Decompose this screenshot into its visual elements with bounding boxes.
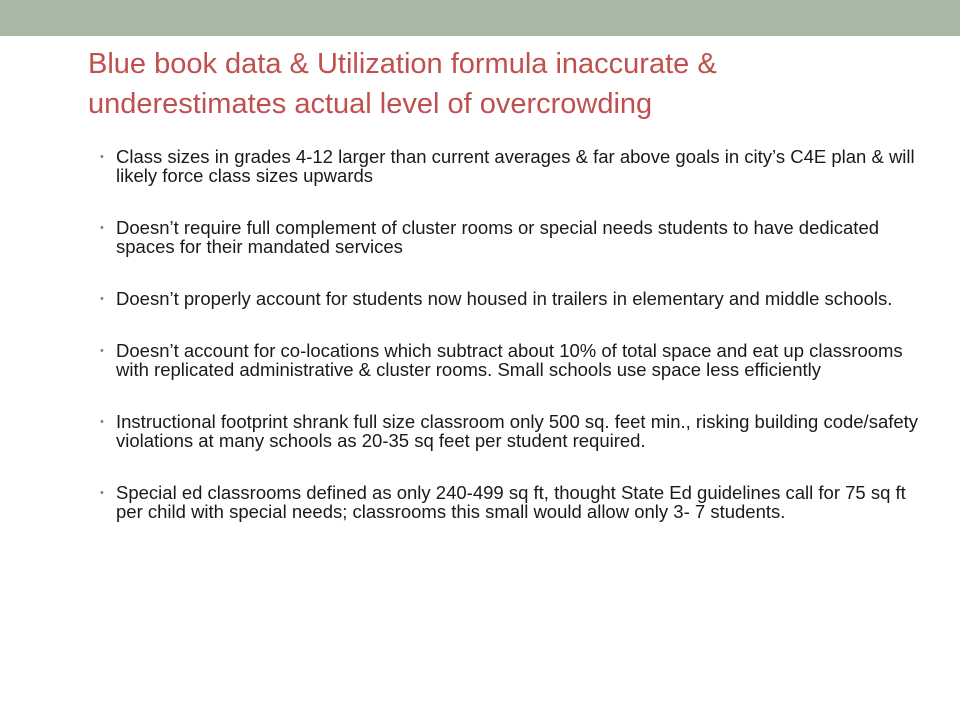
- bullet-point-icon: •: [100, 487, 104, 499]
- bullet-item: [100, 289, 920, 308]
- bullet-point-icon: •: [100, 345, 104, 357]
- bullet-point-icon: •: [100, 222, 104, 234]
- bullet-point-icon: •: [100, 293, 104, 305]
- bullet-item: [100, 218, 920, 256]
- bullet-list: [100, 147, 920, 521]
- slide-title: Blue book data & Utilization formula inaccurate & underestimates actual level of overcrowding: [88, 48, 717, 120]
- bullet-text: Instructional footprint shrank full size classroom only 500 sq. feet min., risking building code/safety violations at many schools as 20-35 sq feet per student required.: [116, 411, 919, 451]
- bullet-point-icon: •: [100, 416, 104, 428]
- bullet-text: Doesn’t require full complement of cluster rooms or special needs students to have dedicated spaces for their mandated services: [116, 217, 880, 257]
- bullet-item: [100, 483, 920, 521]
- bullet-point-icon: •: [100, 151, 104, 163]
- bullet-text: Doesn’t account for co-locations which subtract about 10% of total space and eat up classrooms with replicated administrative & cluster rooms. Small schools use space less efficiently: [116, 340, 903, 380]
- top-decorative-band: [0, 0, 960, 36]
- bullet-item: [100, 341, 920, 379]
- bullet-text: Doesn’t properly account for students now housed in trailers in elementary and middle schools.: [116, 288, 893, 309]
- bullet-text: Special ed classrooms defined as only 240-499 sq ft, thought State Ed guidelines call for 75 sq ft per child with special needs; classrooms this small would allow only 3- 7 students.: [116, 482, 906, 522]
- bullet-item: [100, 147, 920, 185]
- bullet-text: Class sizes in grades 4-12 larger than current averages & far above goals in city’s C4E plan & will likely force class sizes upwards: [116, 146, 915, 186]
- bullet-item: [100, 412, 920, 450]
